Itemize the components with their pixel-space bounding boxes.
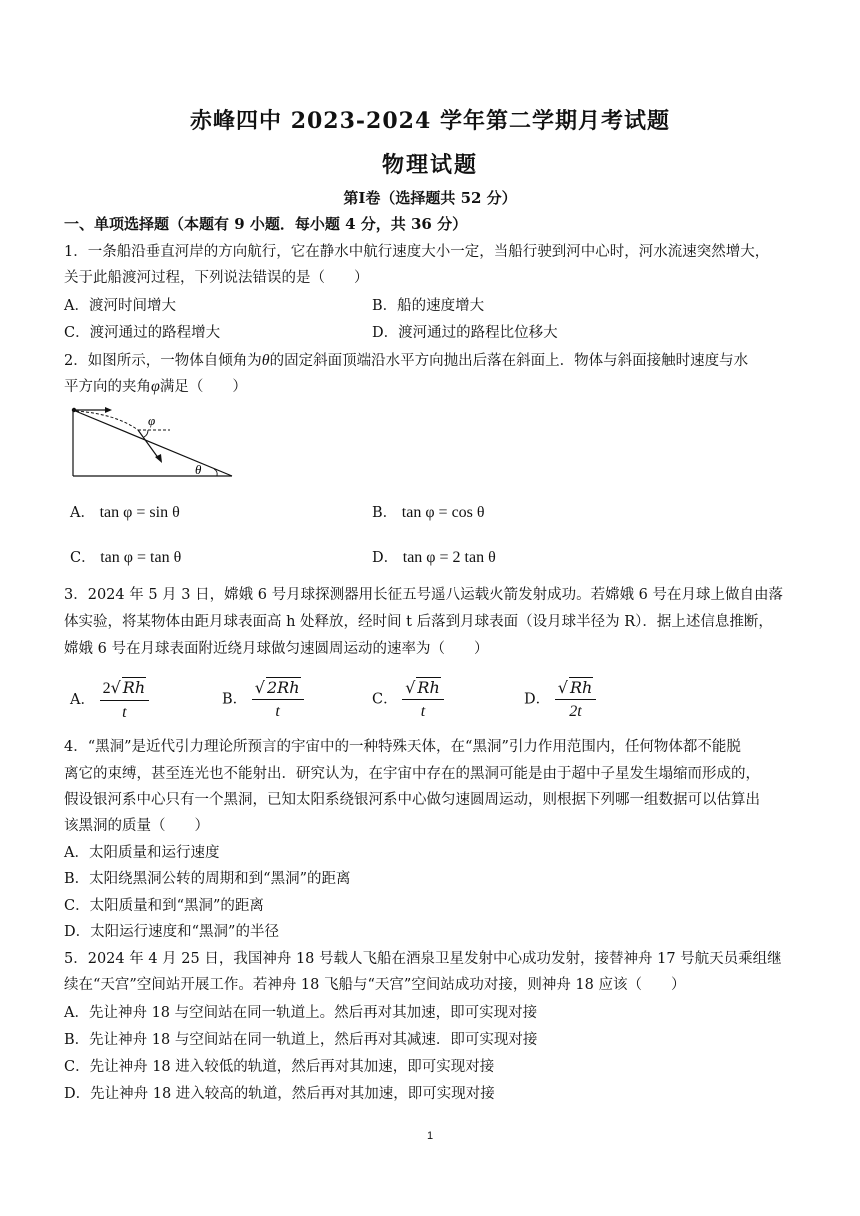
option-a: A． tan φ = sin θ bbox=[70, 504, 180, 521]
question-text: 体实验，将某物体由距月球表面高 h 处释放，经时间 t 后落到月球表面（设月球半径为 R）．据上述信息推断， bbox=[64, 614, 773, 630]
question-text: 关于此船渡河过程，下列说法错误的是（ ） bbox=[64, 270, 369, 286]
phi-label: φ bbox=[148, 413, 156, 428]
option-b: B． tan φ = cos θ bbox=[372, 504, 485, 521]
question-text: 假设银河系中心只有一个黑洞，已知太阳系绕银河系中心做匀速圆周运动，则根据下列哪一组数据可以估算出 bbox=[64, 792, 760, 808]
option-d: D．太阳运行速度和“黑洞”的半径 bbox=[64, 924, 279, 940]
question-text: 嫦娥 6 号在月球表面附近绕月球做匀速圆周运动的速率为（ ） bbox=[64, 641, 489, 657]
question-text: 2．如图所示，一物体自倾角为θ的固定斜面顶端沿水平方向抛出后落在斜面上．物体与斜面接触时速度与水 bbox=[64, 352, 749, 369]
question-text: 4．“黑洞”是近代引力理论所预言的宇宙中的一种特殊天体，在“黑洞”引力作用范围内，任何物体都不能脱 bbox=[64, 739, 741, 755]
theta-label: θ bbox=[195, 462, 202, 477]
option-a: A．太阳质量和运行速度 bbox=[64, 845, 220, 861]
question-text: 5．2024 年 4 月 25 日，我国神舟 18 号载人飞船在酒泉卫星发射中心成功发射，接替神舟 17 号航天员乘组继 bbox=[64, 951, 782, 967]
question-text: 该黑洞的质量（ ） bbox=[64, 818, 209, 834]
question-text: 离它的束缚，甚至连光也不能射出．研究认为，在宇宙中存在的黑洞可能是由于超中子星发生塌缩而形成的， bbox=[64, 766, 760, 782]
page-number: 1 bbox=[426, 1130, 434, 1142]
part-title: 第Ⅰ卷（选择题共 52 分） bbox=[343, 189, 517, 207]
exam-title: 赤峰四中 2023-2024 学年第二学期月考试题 bbox=[190, 108, 670, 134]
option-b: B．船的速度增大 bbox=[372, 298, 485, 314]
option-d: D． $\frac{√ Rh}{2t}$ bbox=[524, 677, 596, 722]
option-a: A． $\frac{2√ Rh}{t}$ bbox=[70, 677, 149, 723]
question-text: 续在“天宫”空间站开展工作。若神舟 18 飞船与“天宫”空间站成功对接，则神舟 18 应该（ ） bbox=[64, 977, 686, 993]
option-c: C．渡河通过的路程增大 bbox=[64, 325, 221, 341]
option-b: B．先让神舟 18 与空间站在同一轨道上，然后再对其减速．即可实现对接 bbox=[64, 1032, 538, 1048]
subject-title: 物理试题 bbox=[381, 152, 478, 178]
option-c: C．先让神舟 18 进入较低的轨道，然后再对其加速，即可实现对接 bbox=[64, 1059, 495, 1075]
option-c: C．太阳质量和到“黑洞”的距离 bbox=[64, 898, 264, 914]
option-b: B． $\frac{√ 2Rh}{t}$ bbox=[222, 677, 304, 722]
option-a: A．渡河时间增大 bbox=[64, 298, 176, 314]
option-d: D．先让神舟 18 进入较高的轨道，然后再对其加速，即可实现对接 bbox=[64, 1086, 495, 1102]
question-text: 平方向的夹角φ满足（ ） bbox=[64, 378, 247, 395]
option-c: C． $\frac{√ Rh}{t}$ bbox=[372, 677, 444, 722]
option-d: D．渡河通过的路程比位移大 bbox=[372, 325, 558, 341]
section-title: 一、单项选择题（本题有 9 小题．每小题 4 分，共 36 分） bbox=[64, 215, 468, 233]
question-text: 3．2024 年 5 月 3 日，嫦娥 6 号月球探测器用长征五号遥八运载火箭发射成功。若嫦娥 6 号在月球上做自由落 bbox=[64, 587, 784, 603]
question-text: 1．一条船沿垂直河岸的方向航行，它在静水中航行速度大小一定，当船行驶到河中心时，河水流速突然增大， bbox=[64, 244, 770, 260]
option-c: C． tan φ = tan θ bbox=[70, 549, 182, 566]
option-b: B．太阳绕黑洞公转的周期和到“黑洞”的距离 bbox=[64, 871, 351, 887]
option-d: D． tan φ = 2 tan θ bbox=[372, 549, 496, 566]
incline-projectile-diagram bbox=[66, 402, 238, 480]
option-a: A．先让神舟 18 与空间站在同一轨道上。然后再对其加速，即可实现对接 bbox=[64, 1005, 538, 1021]
